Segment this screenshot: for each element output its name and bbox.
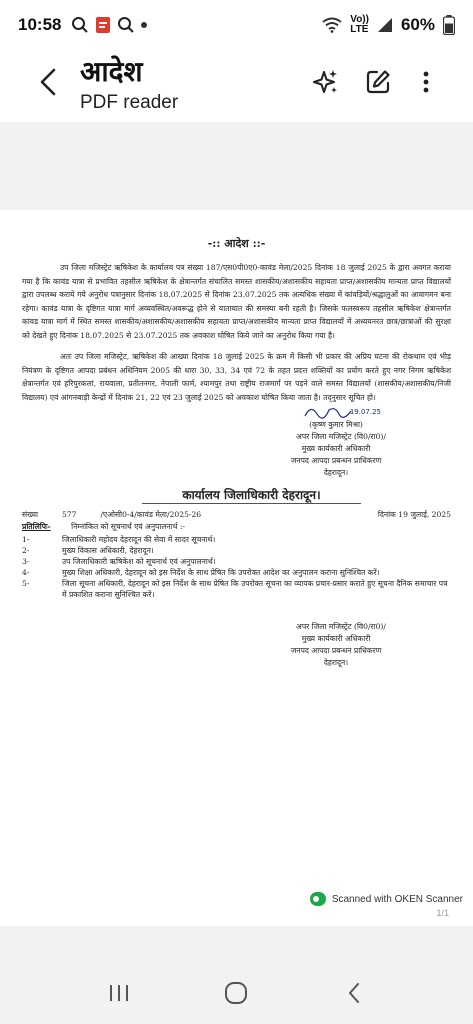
list-item: 5- जिला सूचना अधिकारी, देहरादून को इस निर्देश के साथ प्रेषित कि उपरोक्त सूचना का व्यापक प्रचार-प्रसार कराते हुए सूचना दैनिक समाचार पत्र में प्रकाशित कराना सुनिश्चित करें।	[22, 579, 448, 599]
volte-label: Vo))	[350, 14, 369, 25]
app-subtitle: PDF reader	[80, 92, 179, 113]
recent-apps-button[interactable]	[95, 973, 143, 1013]
search-notification-icon-2	[117, 16, 135, 34]
signatory2-line2: मुख्य कार्यकारी अधिकारी	[301, 634, 371, 643]
home-icon	[224, 981, 248, 1005]
signature-block-2	[22, 622, 451, 694]
back-nav-button[interactable]	[330, 973, 378, 1013]
battery-icon	[443, 15, 455, 35]
status-right	[322, 15, 455, 35]
ai-assist-button[interactable]	[308, 64, 344, 100]
battery-percent: 60%	[400, 15, 435, 34]
office-title: कार्यालय जिलाधिकारी देहरादून।	[142, 486, 361, 504]
document-heading: -:: आदेश ::-	[207, 237, 266, 250]
oken-scanner-logo-icon	[310, 892, 326, 906]
notification-icons	[71, 16, 147, 34]
recent-apps-icon	[108, 983, 130, 1003]
document-paragraph-2: अतः उप जिला मजिस्ट्रेट, ऋषिकेश की आख्या दिनांक 18 जुलाई 2025 के क्रम में किसी भी प्रकार की अप्रिय घटना की रोकथाम एवं भीड़ नियंत्रण के दृष्टिगत आपदा प्रबंधन अधिनियम 2005 की धारा 30, 33, 34 एवं 72 के तहत प्रदत्त शक्तियों का प्रयोग करते हुए नगर निगम ऋषिकेश क्षेत्रान्तर्गत एवं हरिपुरकलां, रायवाला, प्रतीतनगर, नेपाली फार्म, श्यामपुर तथा राष्ट्रीय राजमार्ग पर पड़ने वाले समस्त विद्यालयों (शासकीय/अशासकीय/निजी विद्यालय) एवं आंगनबाड़ी केन्द्रों में दिनांक 21, 22 एवं 23 जुलाई 2025 को अवकाश घोषित किया जाता है। तद्नुसार सूचित हो।	[22, 352, 451, 402]
cell-signal-icon	[377, 17, 393, 33]
more-options-button[interactable]	[408, 64, 444, 100]
list-item: 2- मुख्य विकास अधिकारी, देहरादून।	[22, 546, 154, 555]
more-vert-icon	[422, 70, 430, 94]
lte-label: LTE	[350, 24, 369, 35]
list-item: 3- उप जिलाधिकारी ऋषिकेश को सूचनार्थ एवं अनुपालनार्थ।	[22, 557, 216, 566]
back-button[interactable]	[28, 62, 68, 102]
page-title: आदेश	[80, 55, 143, 88]
signatory1-line5: देहरादून।	[323, 468, 349, 477]
search-notification-icon	[71, 16, 89, 34]
back-arrow-icon	[38, 68, 58, 96]
status-bar	[0, 0, 473, 50]
system-nav-bar	[0, 962, 473, 1024]
copy-prefix: प्रतिलिपिः-	[22, 522, 51, 531]
signature-block-1	[22, 406, 451, 482]
signal-labels	[350, 15, 369, 35]
pdf-notification-icon	[95, 16, 111, 34]
reference-row	[22, 510, 451, 520]
pdf-page[interactable]	[0, 210, 473, 926]
edit-icon	[365, 69, 391, 95]
pdf-viewer[interactable]	[0, 122, 473, 962]
ref-date: दिनांक 19 जुलाई, 2025	[377, 510, 451, 519]
document-paragraph-1: उप जिला मजिस्ट्रेट ऋषिकेश के कार्यालय पत्र संख्या 187/एस0पी0ए0-कावंड मेला/2025 दिनांक 18 जुलाई 2025 के द्वारा अवगत कराया गया है कि कावंड यात्रा से प्रभावित तहसील ऋषिकेश के क्षेत्रान्तर्गत संचालित समस्त शासकीय/अशासकीय सहायता प्राप्त/अशासकीय मान्यता प्राप्त विद्यालयों द्वारा उपलब्ध कराये गये अनुरोध पत्रानुसार दिनांक 18.07.2025 से दिनांक 23.07.2025 तक अत्यधिक संख्या में कांवड़ियों/श्रद्धालुओं का आवागमन बना रहेगा। कावंड यात्रा के दृष्टिगत यात्रा मार्ग अव्यवस्थित/अवरूद्ध होने से यातायात की समस्या बनी रहती है। जिसके फलस्वरूप तहसील ऋषिकेश क्षेत्रान्तर्गत कांवड यात्रा मार्ग में स्थित समस्त शासकीय/अशासकीय/अशासकीय सहायता प्राप्त/अशासकीय मान्यता प्राप्त विद्यालयों में अध्ययनरत छात्र/छात्राओं की सुरक्षा को देखते हुए दिनांक 18.07.2025 से 23.07.2025 तक अवकाश घोषित किये जाने का अनुरोध किया गया है।	[22, 263, 451, 340]
sparkle-icon	[313, 69, 339, 95]
app-bar	[0, 50, 473, 122]
copy-to-label	[22, 522, 451, 532]
wifi-icon	[322, 17, 342, 33]
more-notifications-dot-icon	[141, 22, 147, 28]
ref-path: /एओसी0-4/कावंड मेला/2025-26	[100, 510, 202, 519]
scanner-watermark	[310, 892, 463, 906]
back-nav-icon	[347, 982, 361, 1004]
copy-text: निम्नांकित को सूचनार्थ एवं अनुपालनार्थ :-	[71, 522, 186, 531]
signature-date: 19.07.25	[349, 408, 381, 416]
copy-list	[22, 534, 451, 600]
status-time: 10:58	[18, 15, 62, 34]
signatory2-line1: अपर जिला मजिस्ट्रेट (वि0/रा0)/	[296, 622, 386, 631]
list-item: 4- मुख्य शिक्षा अधिकारी, देहरादून को इस निर्देश के साथ प्रेषित कि उपरोक्त आदेश का अनुपालन कराना सुनिश्चित करें।	[22, 568, 380, 577]
edit-button[interactable]	[360, 64, 396, 100]
scanner-text: Scanned with OKEN Scanner	[331, 893, 463, 905]
signatory1-line2: अपर जिला मजिस्ट्रेट (वि0/रा0)/	[296, 432, 386, 441]
signatory1-line3: मुख्य कार्यकारी अधिकारी	[301, 444, 371, 453]
page-indicator: 1/1	[436, 908, 449, 918]
signatory2-line4: देहरादून।	[323, 658, 349, 667]
list-item: 1- जिलाधिकारी महोदय देहरादून की सेवा में सादर सूचनार्थ।	[22, 535, 216, 544]
signatory1-line4: जनपद आपदा प्रबन्धन प्राधिकरण	[290, 456, 382, 465]
ref-number: 577	[61, 510, 77, 519]
home-button[interactable]	[212, 973, 260, 1013]
signatory1-name: (कृष्ण कुमार मिश्रा)	[309, 420, 363, 429]
ref-label: संख्या	[22, 510, 38, 519]
signatory2-line3: जनपद आपदा प्रबन्धन प्राधिकरण	[290, 646, 382, 655]
